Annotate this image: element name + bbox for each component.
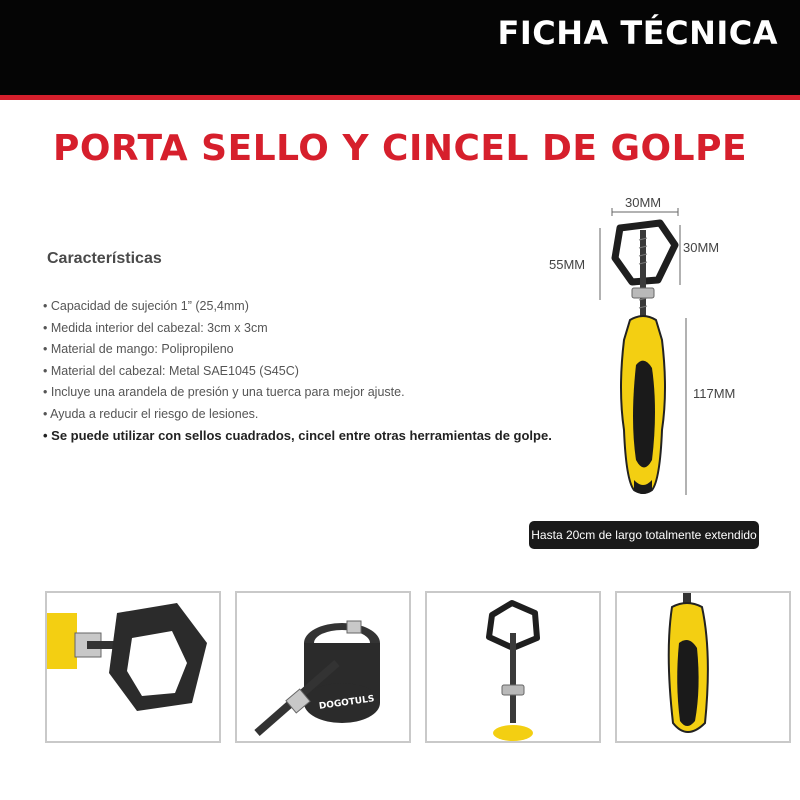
dimension-total-head: 55MM bbox=[549, 257, 586, 272]
feature-item: • Se puede utilizar con sellos cuadrados, cincel entre otras herramientas de golpe. bbox=[43, 428, 552, 443]
header-title: FICHA TÉCNICA bbox=[497, 14, 778, 52]
feature-item: • Medida interior del cabezal: 3cm x 3cm bbox=[43, 320, 268, 335]
feature-item: • Material de mango: Polipropileno bbox=[43, 342, 234, 356]
feature-item: • Capacidad de sujeción 1” (25,4mm) bbox=[43, 299, 249, 313]
dimension-head-width: 30MM bbox=[625, 195, 662, 210]
dimension-head-height: 30MM bbox=[683, 240, 720, 255]
feature-item: • Ayuda a reducir el riesgo de lesiones. bbox=[43, 406, 259, 421]
header-bar bbox=[0, 0, 800, 100]
brand-text: DOGOTULS bbox=[318, 694, 376, 712]
product-title: PORTA SELLO Y CINCEL DE GOLPE bbox=[52, 128, 748, 169]
features-heading: Características bbox=[47, 250, 162, 267]
thumbnail-handle bbox=[615, 591, 791, 743]
tool-illustration bbox=[540, 190, 760, 510]
feature-item: • Incluye una arandela de presión y una tuerca para mejor ajuste. bbox=[43, 385, 405, 399]
thumbnail-branded-ring bbox=[235, 591, 411, 743]
feature-item: • Material del cabezal: Metal SAE1045 (S45C) bbox=[43, 363, 299, 378]
extended-length-note: Hasta 20cm de largo totalmente extendido bbox=[529, 521, 759, 549]
features-list bbox=[43, 296, 552, 447]
thumbnail-head-closeup bbox=[45, 591, 221, 743]
thumbnail-ring-rod bbox=[425, 591, 601, 743]
dimension-handle: 117MM bbox=[693, 386, 736, 401]
